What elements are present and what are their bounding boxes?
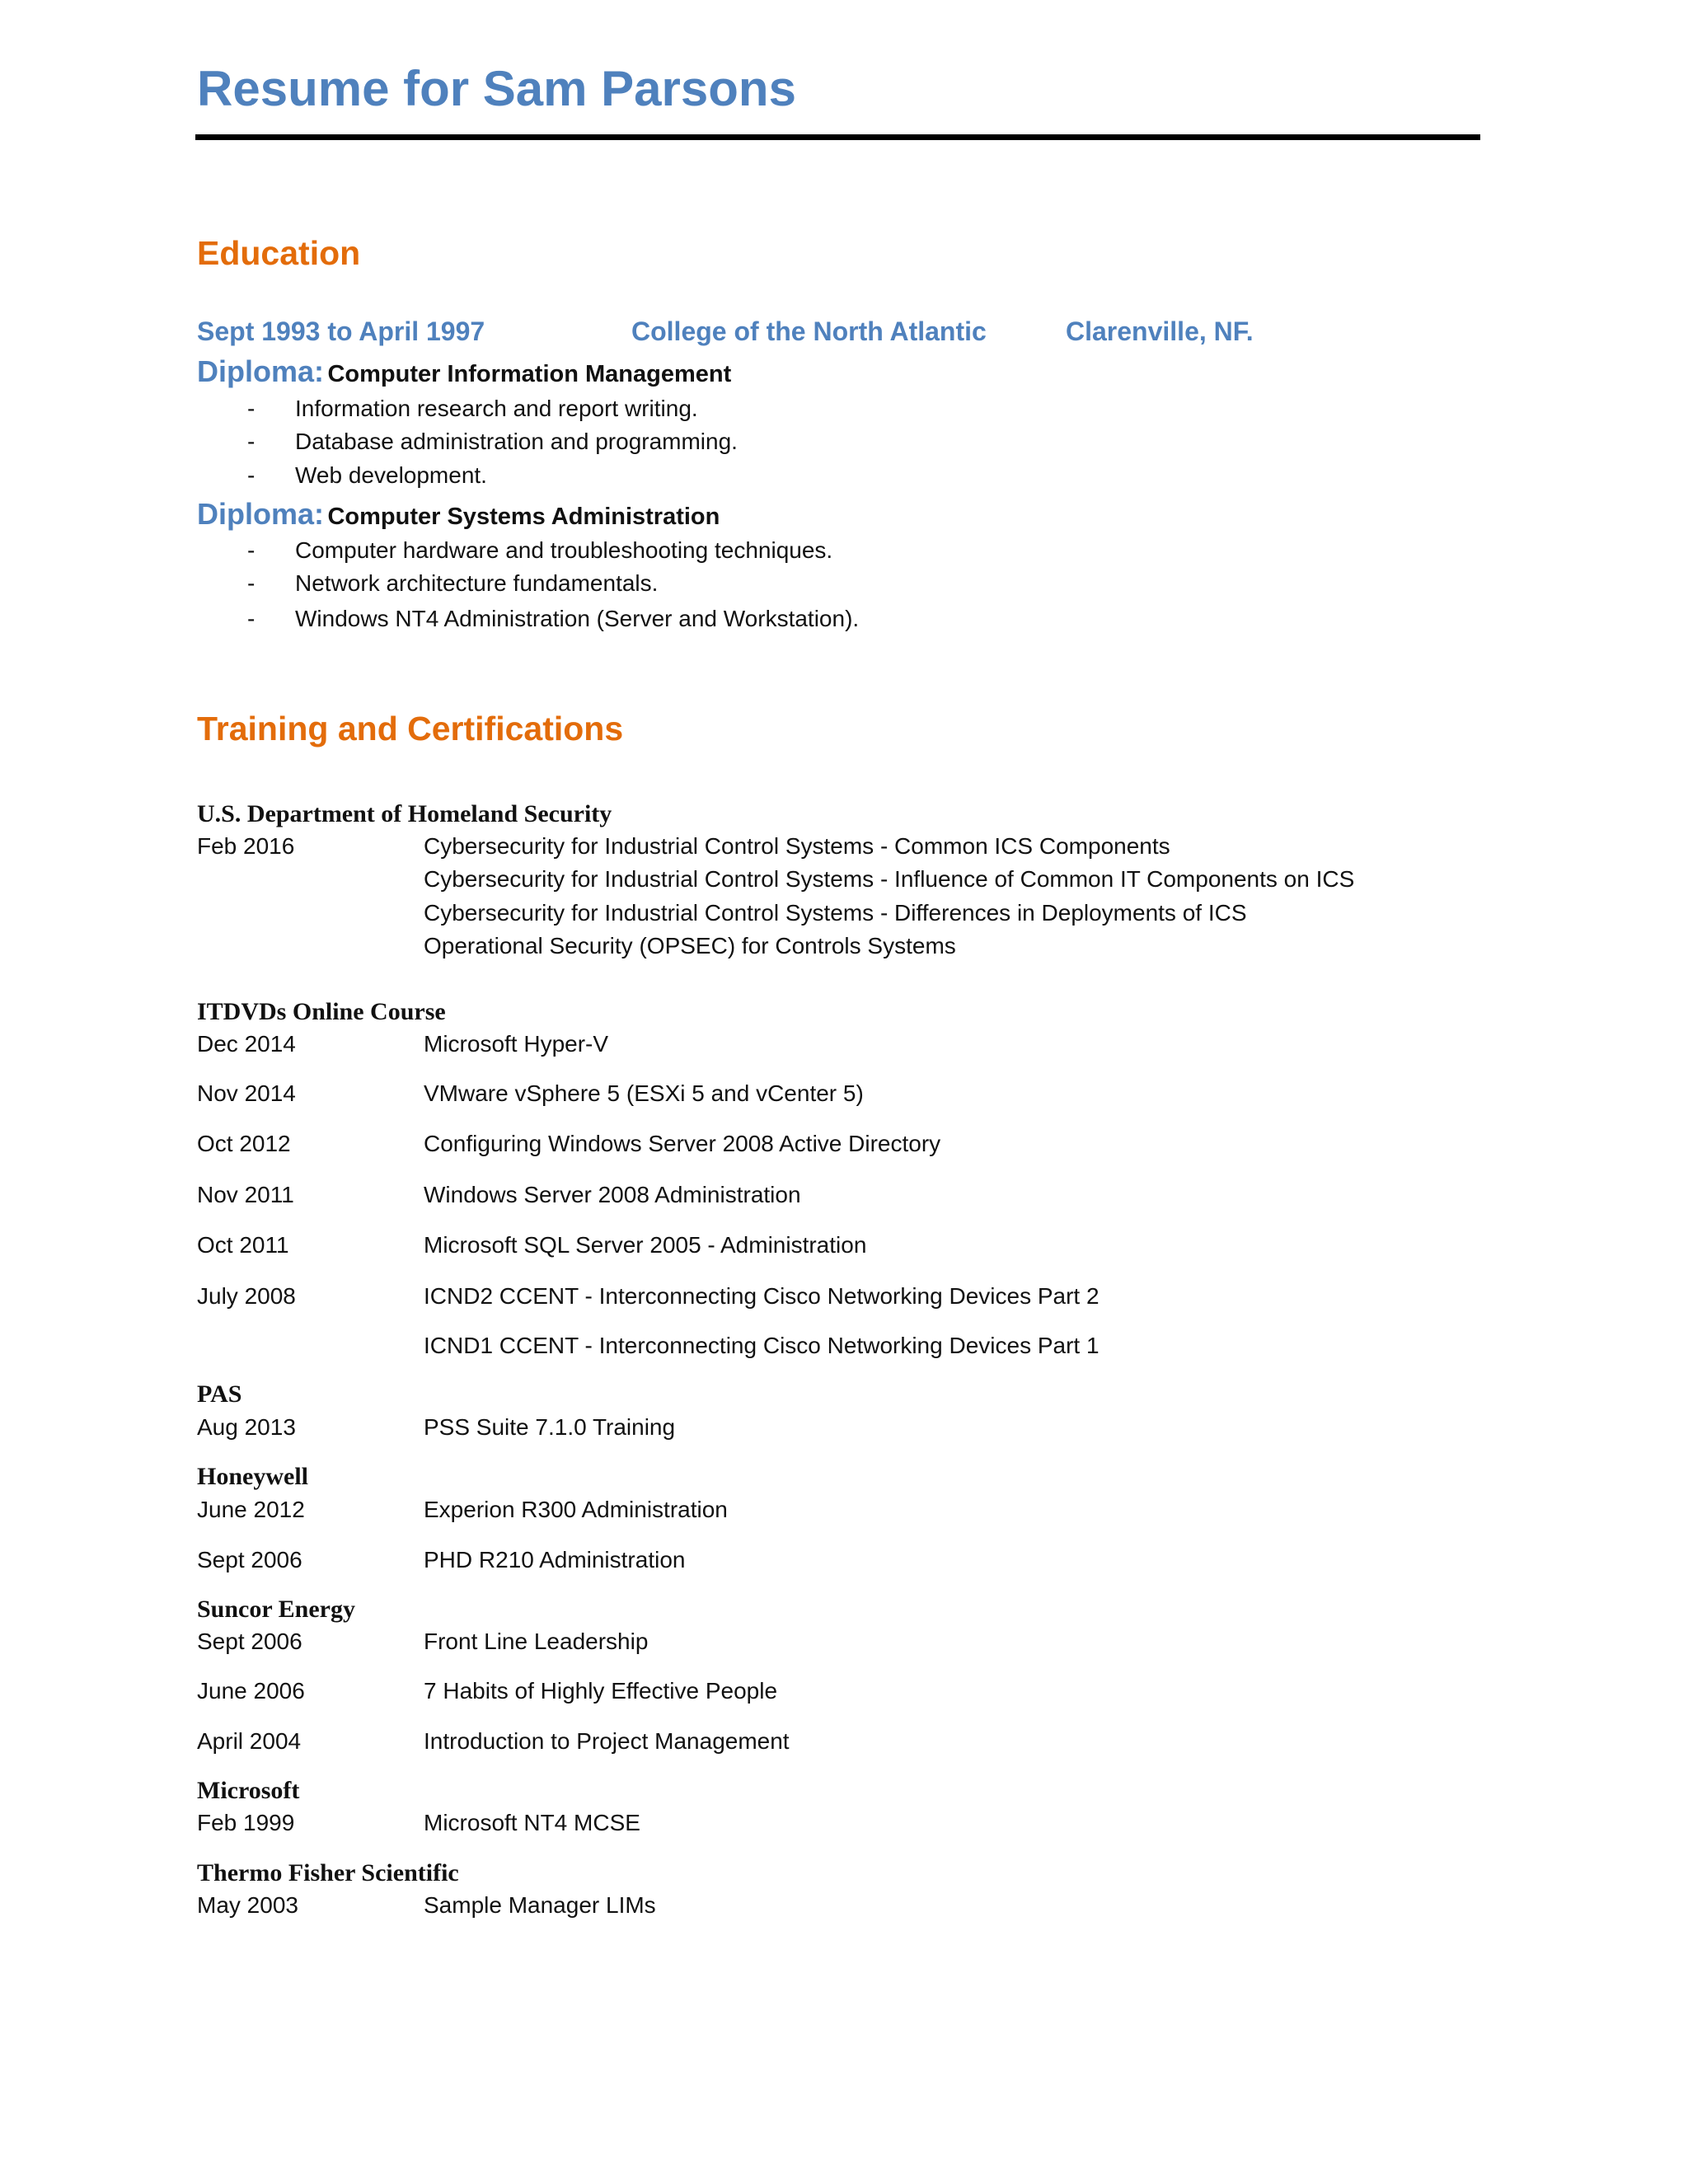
- entry-date: Nov 2014: [197, 1080, 296, 1106]
- entry-course: Introduction to Project Management: [424, 1728, 790, 1754]
- diploma-name: Computer Systems Administration: [327, 504, 720, 530]
- training-heading: Training and Certifications: [197, 710, 624, 748]
- education-school: College of the North Atlantic: [631, 316, 987, 346]
- entry-date: June 2006: [197, 1678, 305, 1704]
- entry-course: Operational Security (OPSEC) for Controls Systems: [424, 933, 956, 958]
- list-item: Computer hardware and troubleshooting techniques.: [295, 537, 833, 563]
- list-item: Windows NT4 Administration (Server and Workstation).: [295, 606, 860, 631]
- entry-course: Configuring Windows Server 2008 Active Directory: [424, 1131, 941, 1156]
- org-name: PAS: [197, 1380, 242, 1408]
- entry-course: 7 Habits of Highly Effective People: [424, 1678, 778, 1704]
- bullet-dash: -: [247, 606, 256, 631]
- entry-date: April 2004: [197, 1728, 302, 1754]
- entry-course: PSS Suite 7.1.0 Training: [424, 1414, 676, 1440]
- entry-course: ICND2 CCENT - Interconnecting Cisco Networking Devices Part 2: [424, 1283, 1100, 1309]
- org-name: U.S. Department of Homeland Security: [197, 800, 612, 827]
- bullet-dash: -: [247, 570, 256, 596]
- org-name: Microsoft: [197, 1777, 300, 1804]
- diploma-label: Diploma:: [197, 354, 325, 388]
- entry-date: Feb 1999: [197, 1810, 295, 1835]
- entry-course: Microsoft NT4 MCSE: [424, 1810, 640, 1835]
- diploma-2: [197, 499, 720, 529]
- entry-date: Sept 2006: [197, 1547, 302, 1572]
- entry-date: Dec 2014: [197, 1031, 296, 1057]
- diploma-label: Diploma:: [197, 497, 325, 531]
- org-name: Thermo Fisher Scientific: [197, 1859, 459, 1886]
- bullet-dash: -: [247, 429, 256, 454]
- entry-date: Oct 2012: [197, 1131, 291, 1156]
- entry-course: Cybersecurity for Industrial Control Systems - Influence of Common IT Components on ICS: [424, 866, 1355, 892]
- entry-course: Experion R300 Administration: [424, 1497, 728, 1522]
- list-item: Database administration and programming.: [295, 429, 738, 454]
- education-location: Clarenville, NF.: [1066, 316, 1254, 346]
- entry-date: June 2012: [197, 1497, 305, 1522]
- bullet-dash: -: [247, 396, 256, 421]
- bullet-dash: -: [247, 462, 256, 488]
- list-item: Information research and report writing.: [295, 396, 698, 421]
- org-name: Honeywell: [197, 1463, 308, 1490]
- entry-date: Nov 2011: [197, 1182, 294, 1207]
- list-item: Web development.: [295, 462, 487, 488]
- entry-course: Windows Server 2008 Administration: [424, 1182, 801, 1207]
- diploma-1: [197, 354, 732, 388]
- entry-course: Microsoft SQL Server 2005 - Administration: [424, 1232, 867, 1258]
- org-name: Suncor Energy: [197, 1596, 355, 1623]
- entry-course: Sample Manager LIMs: [424, 1892, 656, 1918]
- diploma-name: Computer Information Management: [327, 361, 732, 387]
- entry-date: Oct 2011: [197, 1232, 289, 1258]
- entry-date: Aug 2013: [197, 1414, 296, 1440]
- entry-course: Cybersecurity for Industrial Control Systems - Common ICS Components: [424, 833, 1170, 859]
- org-name: ITDVDs Online Course: [197, 998, 446, 1025]
- entry-date: Sept 2006: [197, 1629, 302, 1654]
- entry-date: May 2003: [197, 1892, 298, 1918]
- education-heading: Education: [197, 234, 361, 272]
- entry-date: Feb 2016: [197, 833, 295, 859]
- entry-course: PHD R210 Administration: [424, 1547, 686, 1572]
- entry-course: Cybersecurity for Industrial Control Systems - Differences in Deployments of ICS: [424, 900, 1247, 926]
- entry-course: Microsoft Hyper-V: [424, 1031, 609, 1057]
- entry-date: July 2008: [197, 1283, 296, 1309]
- bullet-dash: -: [247, 537, 256, 563]
- page-title: Resume for Sam Parsons: [197, 61, 796, 116]
- list-item: Network architecture fundamentals.: [295, 570, 659, 596]
- entry-course: ICND1 CCENT - Interconnecting Cisco Networking Devices Part 1: [424, 1333, 1100, 1358]
- entry-course: VMware vSphere 5 (ESXi 5 and vCenter 5): [424, 1080, 864, 1106]
- entry-course: Front Line Leadership: [424, 1629, 649, 1654]
- education-dates: Sept 1993 to April 1997: [197, 316, 485, 346]
- title-divider: [195, 134, 1480, 140]
